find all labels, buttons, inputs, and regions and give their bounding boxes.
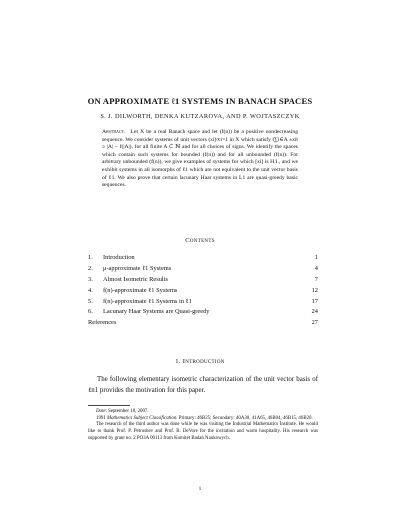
toc-title: Lacunary Haar Systems are Quasi-greedy bbox=[103, 308, 210, 316]
toc-entry[interactable] bbox=[88, 287, 318, 298]
section-heading-introduction: 1. Introduction bbox=[175, 358, 225, 365]
toc-entry[interactable] bbox=[88, 265, 318, 276]
toc-page: 1 bbox=[314, 254, 318, 261]
toc-number: 3. bbox=[88, 275, 93, 283]
toc-page: 4 bbox=[314, 264, 318, 272]
toc-entry[interactable] bbox=[88, 254, 318, 265]
contents-heading: Contents bbox=[185, 237, 215, 244]
toc-number: 5. bbox=[88, 297, 93, 305]
toc-number: 2. bbox=[88, 264, 93, 272]
abstract-label: Abstract. bbox=[102, 129, 126, 135]
intro-paragraph: The following elementary isometric characterization of the unit vector basis of ℓn1 provides the motivation for this paper. bbox=[88, 376, 318, 394]
page-number: 1 bbox=[198, 486, 202, 492]
toc-title: References bbox=[88, 319, 117, 327]
footnote-rule bbox=[88, 405, 130, 406]
footnote-research: The research of the third author was done while he was visiting the Industrial Mathematics Institute. He would like to thank Prof. P. Petrushev and Prof. R. DeVore for the invitation and warm hospitality. His research was supported by grant no. 2 PO3A 00113 from Komitet Badań Naukowych. bbox=[88, 422, 318, 441]
toc-number: 4. bbox=[88, 286, 93, 294]
toc-page: 27 bbox=[311, 319, 318, 327]
toc-number: 6. bbox=[88, 308, 93, 316]
footnote-msc-label: Mathematics Subject Classification. bbox=[107, 415, 178, 421]
toc-number: 1. bbox=[88, 254, 93, 261]
toc-title: Introduction bbox=[103, 254, 135, 261]
footnotes bbox=[88, 409, 318, 443]
footnote-date-value: : September 18, 2007. bbox=[105, 409, 149, 414]
toc-page: 12 bbox=[311, 286, 318, 294]
footnote-msc bbox=[88, 416, 318, 423]
abstract-text: Let X be a real Banach space and let (f(n)) be a positive nondecreasing sequence. We consider systems of unit vectors (xi)∞i=1 in X which satisfy ‖∑i∈A ±xi‖ ≥ |A| − f(|A|), for all finite A ⊂ ℕ and for all choices of signs. We identify the spaces which contain such systems for bounded (f(n)) and for all unbounded (f(n)). For arbitrary unbounded (f(n)), we give examples of systems for which [xi] is H.I., and we exhibit systems in all isomorphs of ℓ1 which are not equivalent to the unit vector basis of ℓ1. We also prove that certain lacunary Haar systems in L1 are quasi-greedy basic sequences. bbox=[102, 129, 298, 189]
paper-title: ON APPROXIMATE ℓ1 SYSTEMS IN BANACH SPACES bbox=[87, 96, 313, 106]
paper-authors: S. J. DILWORTH, DENKA KUTZAROVA, AND P. WOJTASZCZYK bbox=[100, 113, 300, 120]
toc-title: f(n)-approximate ℓ1 Systems in ℓ1 bbox=[103, 297, 192, 305]
toc-page: 24 bbox=[311, 308, 318, 316]
footnote-msc-codes: Primary: 46B25; Secondary: 40A30, 41A65, 46B04, 46B15, 46B20. bbox=[178, 415, 313, 421]
footnote-date-label: Date bbox=[96, 409, 106, 414]
table-of-contents bbox=[88, 254, 318, 330]
toc-entry[interactable] bbox=[88, 276, 318, 287]
toc-page: 17 bbox=[311, 297, 318, 305]
toc-entry[interactable] bbox=[88, 308, 318, 319]
toc-entry-references[interactable] bbox=[88, 319, 318, 330]
abstract bbox=[102, 129, 298, 190]
toc-title: Almost Isometric Results bbox=[103, 275, 168, 283]
toc-title: μ-approximate ℓ1 Systems bbox=[103, 264, 172, 272]
footnote-msc-year: 1991 bbox=[96, 415, 106, 421]
footnote-date bbox=[88, 409, 318, 416]
toc-entry[interactable] bbox=[88, 298, 318, 309]
toc-page: 7 bbox=[314, 275, 318, 283]
toc-title: f(n)-approximate ℓ1 Systems bbox=[103, 286, 178, 294]
